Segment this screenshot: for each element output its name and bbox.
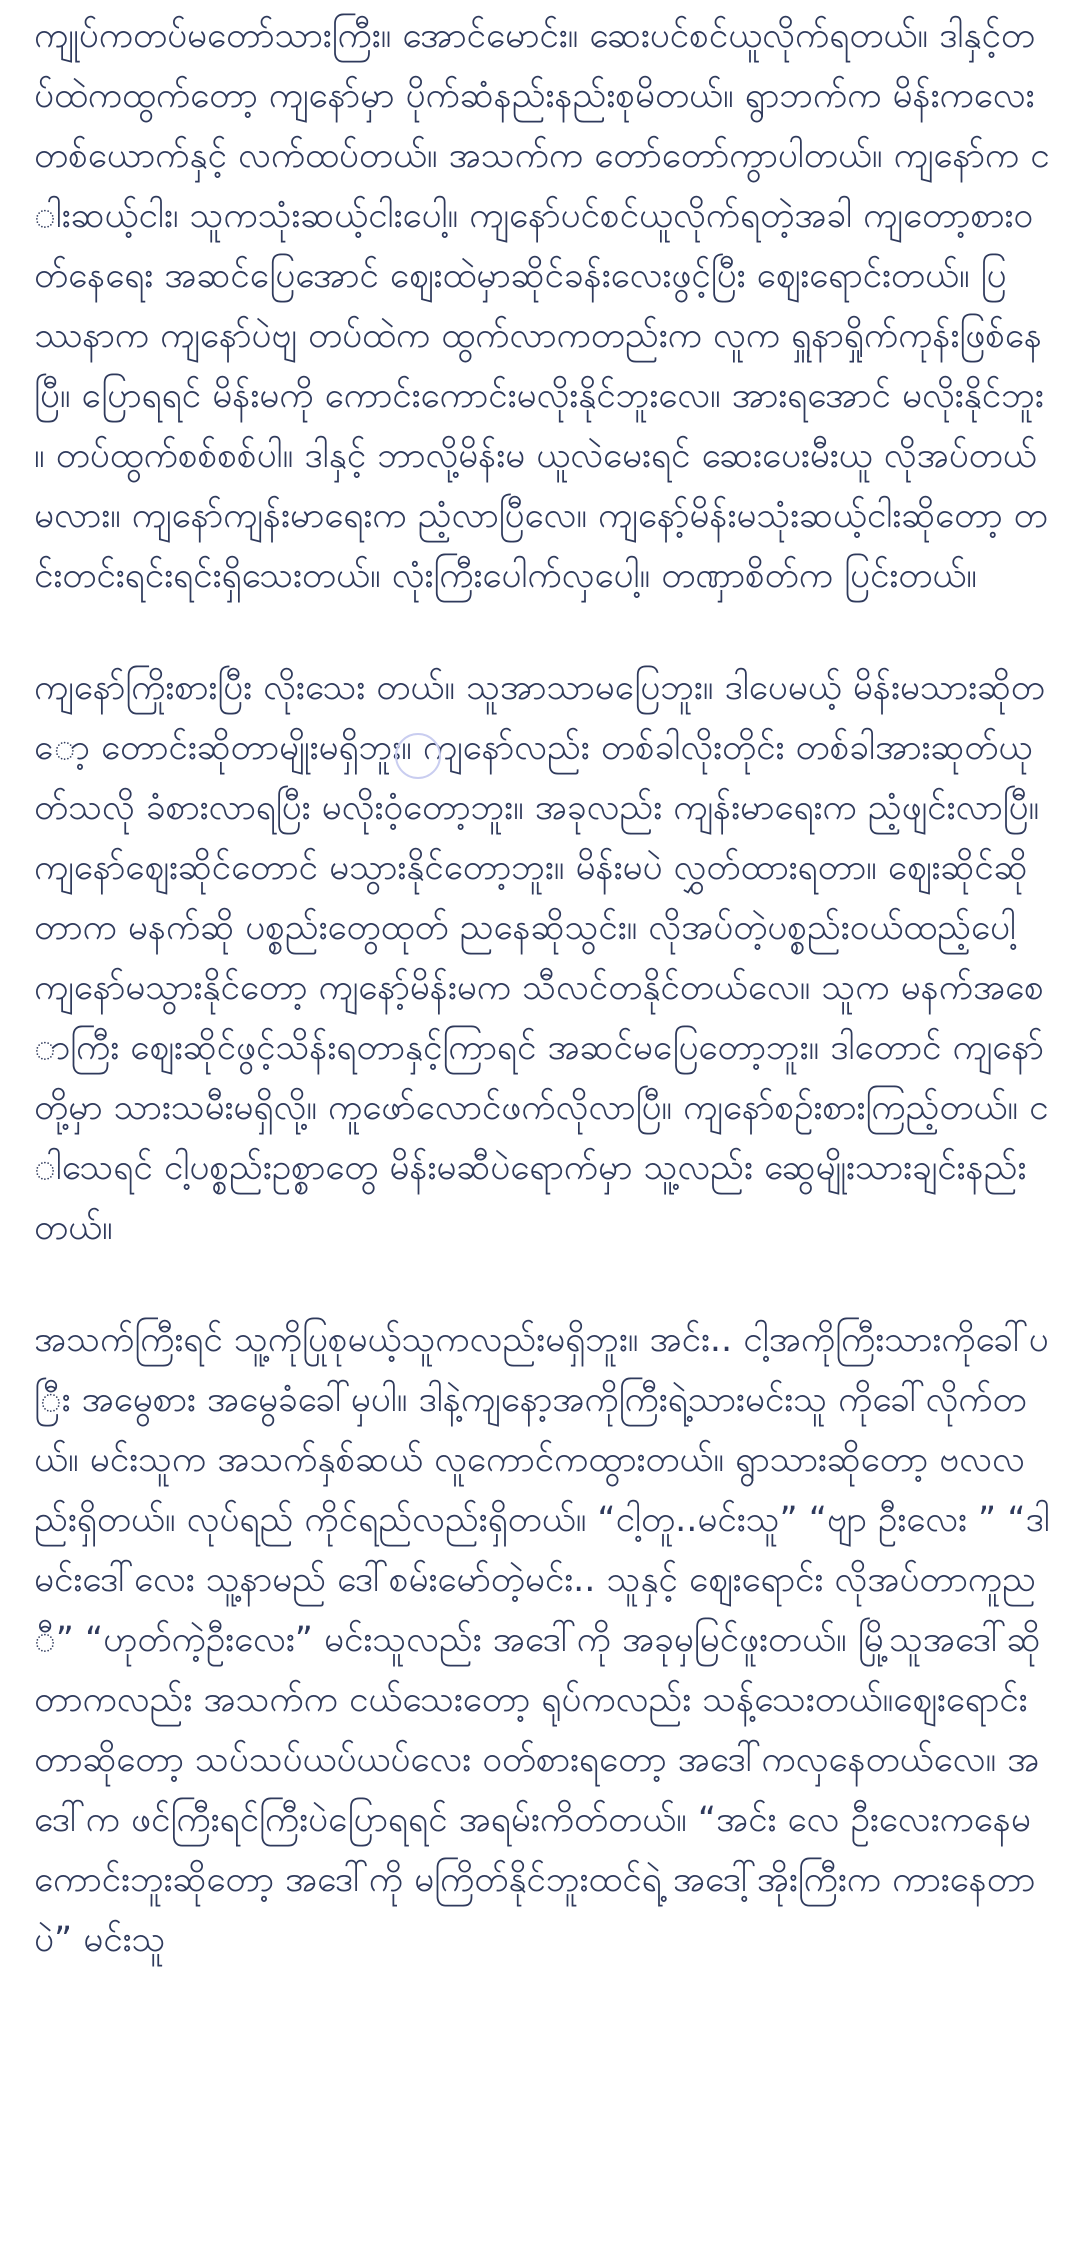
story-text [34, 6, 1050, 2022]
touch-indicator [395, 733, 441, 779]
story-paragraph-3: အသက်ကြီးရင် သူ့ကိုပြုစုမယ့်သူကလည်းမရှိဘူး။ အင်း.. ငါ့အကိုကြီးသားကိုခေါ်ပြီး အမွေစား အမွေခံခေါ်မှပါ။ ဒါနဲ့ကျနော့အကိုကြီးရဲ့သားမင်းသူ ကိုခေါ်လိုက်တယ်။ မင်းသူက အသက်နှစ်ဆယ် လူကောင်ကထွားတယ်။ ရွာသားဆိုတော့ ဗလလည်းရှိတယ်။ လုပ်ရည် ကိုင်ရည်လည်းရှိတယ်။ “ငါ့တူ..မင်းသူ” “ဗျာ ဦးလေး ” “ဒါမင်းဒေါ်လေး သူ့နာမည် ဒေါ်စမ်းမော်တဲ့မင်း.. သူနှင့် ဈေးရောင်း လိုအပ်တာကူညီ” “ဟုတ်ကဲ့ဦးလေး” မင်းသူလည်း အဒေါ်ကို အခုမှမြင်ဖူးတယ်။ မြို့သူအဒေါ်ဆိုတာကလည်း အသက်က ငယ်သေးတော့ ရုပ်ကလည်း သန့်သေးတယ်။ဈေးရောင်းတာဆိုတော့ သပ်သပ်ယပ်ယပ်လေး ဝတ်စားရတော့ အဒေါ်ကလှနေတယ်လေ။ အဒေါ်က ဖင်ကြီးရင်ကြီးပဲပြောရရင် အရမ်းကိတ်တယ်။ “အင်း လေ ဦးလေးကနေမကောင်းဘူးဆိုတော့ အဒေါ်ကို မကြိတ်နိုင်ဘူးထင်ရဲ့ အဒေါ့်အိုးကြီးက ကားနေတာပဲ” မင်းသူ [34, 1320, 1050, 1960]
story-paragraph-2: ကျနော်ကြိုးစားပြီး လိုးသေး တယ်။ သူအာသာမပြေဘူး။ ဒါပေမယ့် မိန်းမသားဆိုတော့ တောင်းဆိုတာမျိုးမရှိဘူး။ ကျနော်လည်း တစ်ခါလိုးတိုင်း တစ်ခါအားဆုတ်ယုတ်သလို ခံစားလာရပြီး မလိုးဝံ့တော့ဘူး။ အခုလည်း ကျန်းမာရေးက ညံ့ဖျင်းလာပြီ။ ကျနော်ဈေးဆိုင်တောင် မသွားနိုင်တော့ဘူး။ မိန်းမပဲ လွှတ်ထားရတာ။ ဈေးဆိုင်ဆိုတာက မနက်ဆို ပစ္စည်းတွေထုတ် ညနေဆိုသွင်း။ လိုအပ်တဲ့ပစ္စည်းဝယ်ထည့်ပေါ့ ကျနော်မသွားနိုင်တော့ ကျနော့်မိန်းမက သီလင်တနိုင်တယ်လေ။ သူက မနက်အစောကြီး ဈေးဆိုင်ဖွင့်သိန်းရတာနှင့်ကြာရင် အဆင်မပြေတော့ဘူး။ ဒါတောင် ကျနော်တို့မှာ သားသမီးမရှိလို့။ ကူဖော်လောင်ဖက်လိုလာပြီ။ ကျနော်စဉ်းစားကြည့်တယ်။ ငါသေရင် ငါ့ပစ္စည်းဥစ္စာတွေ မိန်းမဆီပဲရောက်မှာ သူ့လည်း ဆွေမျိုးသားချင်းနည်းတယ်။ [34, 668, 1049, 1248]
story-paragraph-1: ကျုပ်ကတပ်မတော်သားကြီး။ အောင်မောင်း။ ဆေးပင်စင်ယူလိုက်ရတယ်။ ဒါနှင့်တပ်ထဲကထွက်တော့ ကျနော်မှာ ပိုက်ဆံနည်းနည်းစုမိတယ်။ ရွာဘက်က မိန်းကလေးတစ်ယောက်နှင့် လက်ထပ်တယ်။ အသက်က တော်တော်ကွာပါတယ်။ ကျနော်က ငါးဆယ့်ငါး၊ သူကသုံးဆယ့်ငါးပေါ့။ ကျနော်ပင်စင်ယူလိုက်ရတဲ့အခါ ကျတော့စားဝတ်နေရေး အဆင်ပြေအောင် ဈေးထဲမှာဆိုင်ခန်းလေးဖွင့်ပြီး ဈေးရောင်းတယ်။ ပြဿနာက ကျနော်ပဲဗျ တပ်ထဲက ထွက်လာကတည်းက လူက ရှူနာရှိုက်ကုန်းဖြစ်နေပြီ။ ပြောရရင် မိန်းမကို ကောင်းကောင်းမလိုးနိုင်ဘူးလေ။ အားရအောင် မလိုးနိုင်ဘူး။ တပ်ထွက်စစ်စစ်ပါ။ ဒါနှင့် ဘာလို့မိန်းမ ယူလဲမေးရင် ဆေးပေးမီးယူ လိုအပ်တယ်မလား။ ကျနော်ကျန်းမာရေးက ညံ့လာပြီလေ။ ကျနော့်မိန်းမသုံးဆယ့်ငါးဆိုတော့ တင်းတင်းရင်းရင်းရှိသေးတယ်။ လုံးကြီးပေါက်လှပေါ့။ တဏှာစိတ်က ပြင်းတယ်။ [34, 16, 1050, 596]
